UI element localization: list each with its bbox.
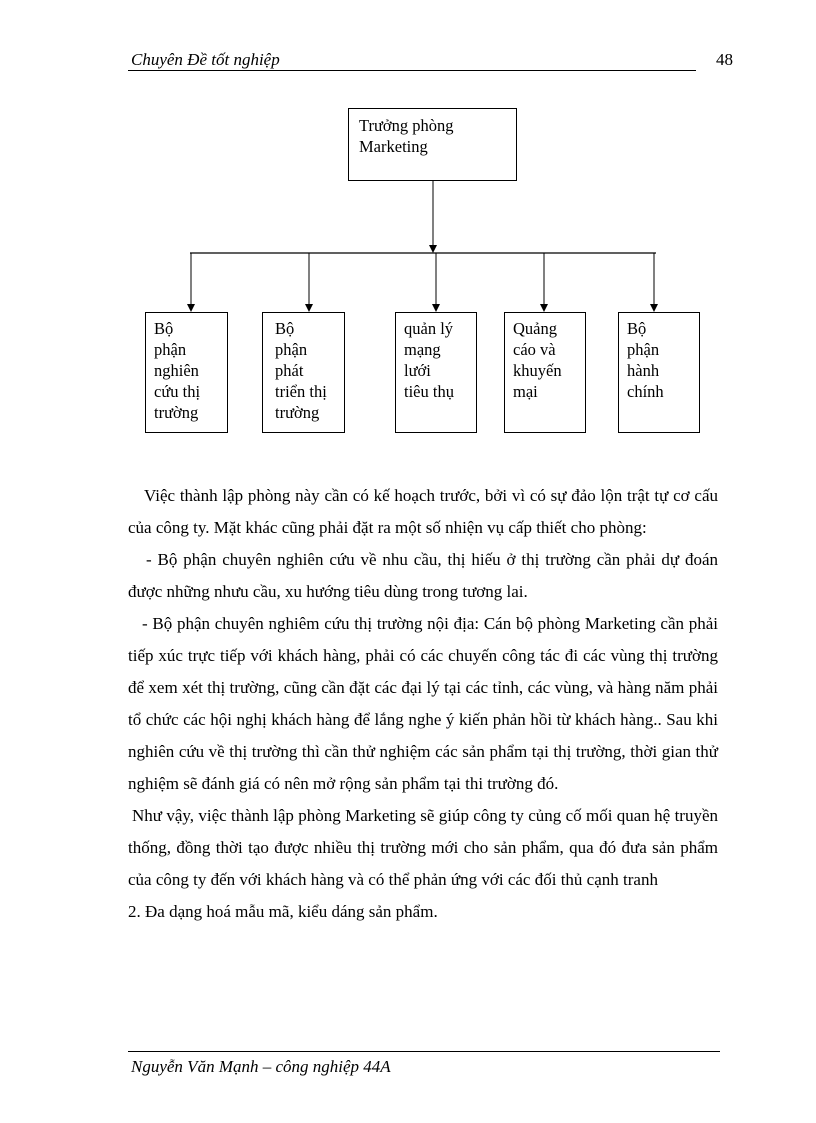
body-paragraph: - Bộ phận chuyên nghiêm cứu thị trường nội địa: Cán bộ phòng Marketing cần phải tiếp xúc trực tiếp với khách hàng, phải có các chuyến công tác đi các vùng thị trường để xem xét thị trường, cũng cần đặt các đại lý tại các tỉnh, các vùng, và hàng năm phải tổ chức các hội nghị khách hàng để lắng nghe ý kiến phản hồi từ khách hàng.. Sau khi nghiên cứu về thị trường thì cần thử nghiệm các sản phẩm tại thị trường, thời gian thử nghiệm sẽ đánh giá có nên mở rộng sản phẩm tại thi trường đó.	[128, 614, 718, 793]
header-title: Chuyên Đề tốt nghiệp	[131, 50, 280, 69]
org-chart-department-box: quản lý mạng lưới tiêu thụ	[395, 312, 477, 433]
body-paragraph: Như vậy, việc thành lập phòng Marketing sẽ giúp công ty củng cố mối quan hệ truyền thống, đồng thời tạo được nhiều thị trường mới cho sản phẩm, qua đó đưa sản phẩm của công ty đến với khách hàng và có thể phản ứng với các đối thủ cạnh tranh	[128, 806, 718, 889]
org-chart-top-box: Trưởng phòng Marketing	[348, 108, 517, 181]
page-number: 48	[716, 50, 733, 69]
org-chart-department-box: Quảng cáo và khuyến mại	[504, 312, 586, 433]
section-heading: 2. Đa dạng hoá mẫu mã, kiểu dáng sản phẩm.	[128, 902, 438, 921]
body-paragraph: - Bộ phận chuyên nghiên cứu về nhu cầu, thị hiếu ở thị trường cần phải dự đoán được những nhưu cầu, xu hướng tiêu dùng trong tương lai.	[128, 550, 718, 601]
body-paragraph: Việc thành lập phòng này cần có kế hoạch trước, bởi vì có sự đảo lộn trật tự cơ cấu của công ty. Mặt khác cũng phải đặt ra một số nhiện vụ cấp thiết cho phòng:	[128, 486, 718, 537]
body-text	[128, 480, 718, 928]
org-chart-department-box: Bộ phận hành chính	[618, 312, 700, 433]
footer-divider	[128, 1051, 720, 1052]
org-chart-department-box: Bộ phận nghiên cứu thị trường	[145, 312, 228, 433]
footer-text: Nguyễn Văn Mạnh – công nghiệp 44A	[131, 1057, 391, 1076]
org-chart-department-box: Bộ phận phát triển thị trường	[262, 312, 345, 433]
